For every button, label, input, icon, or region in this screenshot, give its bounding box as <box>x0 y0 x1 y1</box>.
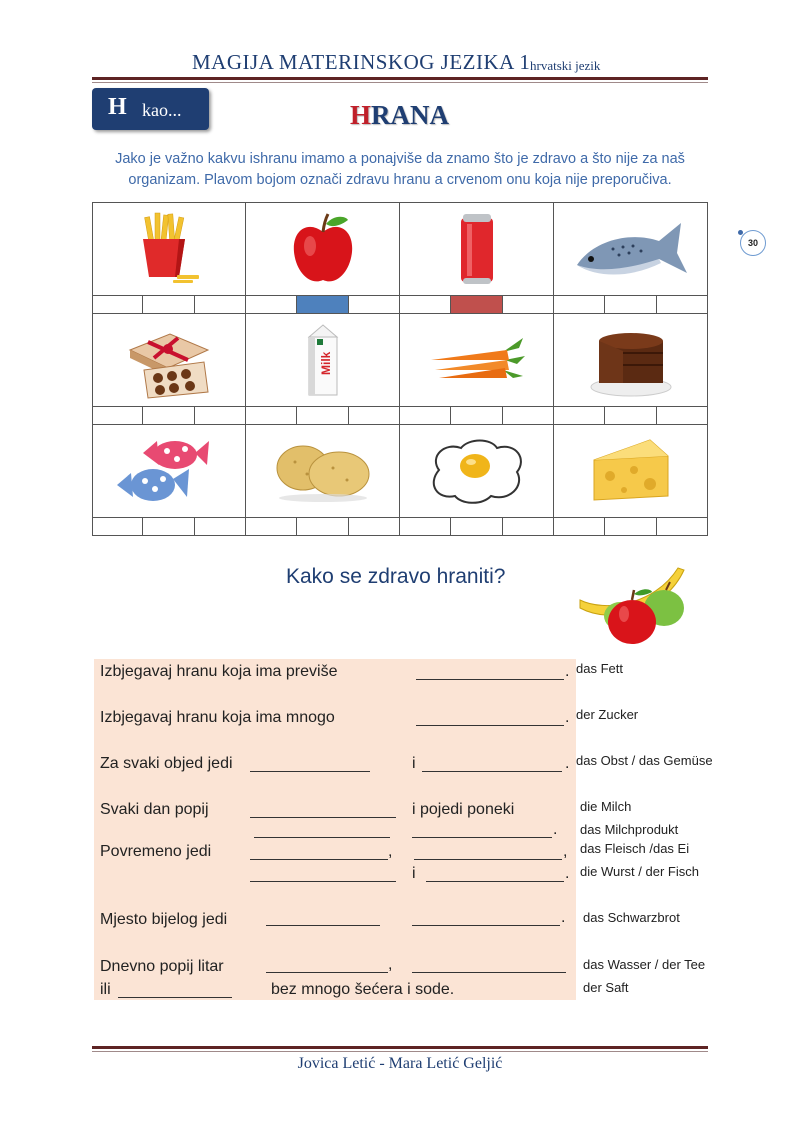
hint-label: das Obst / das Gemüse <box>576 753 713 768</box>
answer-blank[interactable] <box>118 997 232 998</box>
mark-box[interactable] <box>657 518 708 536</box>
hint-label: der Saft <box>583 980 629 995</box>
mark-box[interactable] <box>605 296 656 314</box>
badge-letter: H <box>108 94 127 120</box>
page-title <box>350 100 449 131</box>
mark-box[interactable] <box>195 296 246 314</box>
mark-row <box>92 296 708 314</box>
mark-box[interactable] <box>195 407 246 425</box>
mark-box[interactable] <box>554 518 605 536</box>
exercise-and: i <box>412 755 416 772</box>
answer-blank[interactable] <box>414 859 562 860</box>
hint-label: das Wasser / der Tee <box>583 957 706 972</box>
exercise-period: . <box>553 821 558 838</box>
food-row <box>92 202 708 296</box>
french-fries-icon <box>129 211 209 287</box>
mark-box-red[interactable] <box>451 296 502 314</box>
food-cell <box>246 314 400 407</box>
mark-box[interactable] <box>554 407 605 425</box>
mark-box[interactable] <box>143 407 194 425</box>
answer-blank[interactable] <box>412 972 566 973</box>
exercise-comma: , <box>388 956 393 973</box>
exercise-line-4b: i pojedi poneki <box>412 801 515 818</box>
header-title: MAGIJA MATERINSKOG JEZIKA 1 <box>192 50 531 74</box>
mark-box[interactable] <box>143 518 194 536</box>
mark-box[interactable] <box>451 518 502 536</box>
hint-label: das Fett <box>576 661 623 676</box>
food-cell <box>554 314 708 407</box>
exercise-line-6: Mjesto bijelog jedi <box>100 911 228 928</box>
mark-row <box>92 518 708 536</box>
answer-blank[interactable] <box>416 679 564 680</box>
fruit-basket-icon <box>574 556 694 648</box>
mark-box[interactable] <box>605 407 656 425</box>
hint-label: der Zucker <box>576 707 639 722</box>
exercise-line-1: Izbjegavaj hranu koja ima previše <box>100 663 338 680</box>
cake-icon <box>589 321 673 399</box>
mark-box[interactable] <box>143 296 194 314</box>
cheese-icon <box>590 436 672 506</box>
answer-blank[interactable] <box>422 771 562 772</box>
footer-rule <box>92 1046 708 1052</box>
answer-blank[interactable] <box>250 771 370 772</box>
answer-blank[interactable] <box>250 859 388 860</box>
badge-text: kao... <box>142 100 182 120</box>
exercise-box <box>94 659 576 1000</box>
candies-icon <box>113 435 225 507</box>
page-title-first-letter: H <box>350 100 372 130</box>
hint-label: die Wurst / der Fisch <box>580 864 699 879</box>
fish-icon <box>573 213 689 285</box>
exercise-comma: , <box>563 843 568 860</box>
mark-box[interactable] <box>503 518 554 536</box>
exercise-comma: , <box>388 843 393 860</box>
milk-label: Milk <box>318 351 333 375</box>
chocolate-box-icon <box>124 320 214 400</box>
food-cell <box>92 202 246 296</box>
mark-box[interactable] <box>554 296 605 314</box>
mark-box[interactable] <box>400 518 451 536</box>
footer-authors: Jovica Letić - Mara Letić Geljić <box>297 1055 503 1072</box>
mark-box[interactable] <box>297 407 348 425</box>
mark-box[interactable] <box>503 296 554 314</box>
exercise-period: . <box>561 909 566 926</box>
answer-blank[interactable] <box>266 972 388 973</box>
exercise-line-7: Dnevno popij litar <box>100 958 224 975</box>
exercise-or: ili <box>100 981 111 998</box>
food-cell <box>554 202 708 296</box>
mark-box[interactable] <box>349 518 400 536</box>
exercise-period: . <box>565 755 570 772</box>
answer-blank[interactable] <box>412 925 560 926</box>
mark-box[interactable] <box>451 407 502 425</box>
section-title: Kako se zdravo hraniti? <box>286 565 506 588</box>
letter-badge <box>92 88 209 130</box>
mark-box[interactable] <box>657 296 708 314</box>
food-cell <box>92 425 246 518</box>
mark-box-blue[interactable] <box>297 296 348 314</box>
intro-text: Jako je važno kakvu ishranu imamo a ponajviše da znamo što je zdravo a što nije za naš organizam. Plavom bojom označi zdravu hranu a crvenom onu koja nije preporučiva. <box>115 151 685 188</box>
exercise-line-2: Izbjegavaj hranu koja ima mnogo <box>100 709 335 726</box>
header-rule <box>92 77 708 83</box>
exercise-period: . <box>565 709 570 726</box>
header-subtitle: hrvatski jezik <box>530 58 601 73</box>
answer-blank[interactable] <box>250 817 396 818</box>
food-cell <box>92 314 246 407</box>
mark-box[interactable] <box>246 407 297 425</box>
mark-box[interactable] <box>400 296 451 314</box>
soda-can-icon <box>455 210 499 288</box>
mark-box[interactable] <box>400 407 451 425</box>
exercise-line-7b: bez mnogo šećera i sode. <box>271 981 455 998</box>
mark-box[interactable] <box>92 407 143 425</box>
answer-blank[interactable] <box>412 837 552 838</box>
carrots-icon <box>427 330 527 390</box>
food-cell <box>400 425 554 518</box>
page-title-rest: RANA <box>371 100 450 130</box>
potatoes-icon <box>273 438 373 504</box>
exercise-line-3: Za svaki objed jedi <box>100 755 233 772</box>
mark-box[interactable] <box>246 296 297 314</box>
food-cell <box>400 314 554 407</box>
exercise-line-5: Povremeno jedi <box>100 843 212 860</box>
exercise-line-4: Svaki dan popij <box>100 801 209 818</box>
page-number: 30 <box>740 230 766 256</box>
exercise-period: . <box>565 663 570 680</box>
mark-box[interactable] <box>92 296 143 314</box>
mark-box[interactable] <box>92 518 143 536</box>
answer-blank[interactable] <box>254 837 390 838</box>
hint-label: die Milch <box>580 799 632 814</box>
hint-label: das Fleisch /das Ei <box>580 841 690 856</box>
food-grid <box>92 202 708 536</box>
hint-label: das Milchprodukt <box>580 822 679 837</box>
mark-box[interactable] <box>246 518 297 536</box>
mark-box[interactable] <box>657 407 708 425</box>
answer-blank[interactable] <box>426 881 564 882</box>
hint-label: das Schwarzbrot <box>583 910 680 925</box>
mark-box[interactable] <box>605 518 656 536</box>
food-row <box>92 314 708 407</box>
mark-box[interactable] <box>195 518 246 536</box>
food-cell <box>246 202 400 296</box>
mark-box[interactable] <box>503 407 554 425</box>
mark-row <box>92 407 708 425</box>
mark-box[interactable] <box>349 407 400 425</box>
milk-carton-icon <box>301 321 345 399</box>
answer-blank[interactable] <box>416 725 564 726</box>
mark-box[interactable] <box>349 296 400 314</box>
fried-egg-icon <box>425 436 529 506</box>
exercise-period: . <box>565 865 570 882</box>
mark-box[interactable] <box>297 518 348 536</box>
answer-blank[interactable] <box>250 881 396 882</box>
food-cell <box>246 425 400 518</box>
apple-icon <box>288 210 358 288</box>
food-cell <box>554 425 708 518</box>
exercise-and: i <box>412 865 416 882</box>
answer-blank[interactable] <box>266 925 380 926</box>
food-row <box>92 425 708 518</box>
food-cell <box>400 202 554 296</box>
